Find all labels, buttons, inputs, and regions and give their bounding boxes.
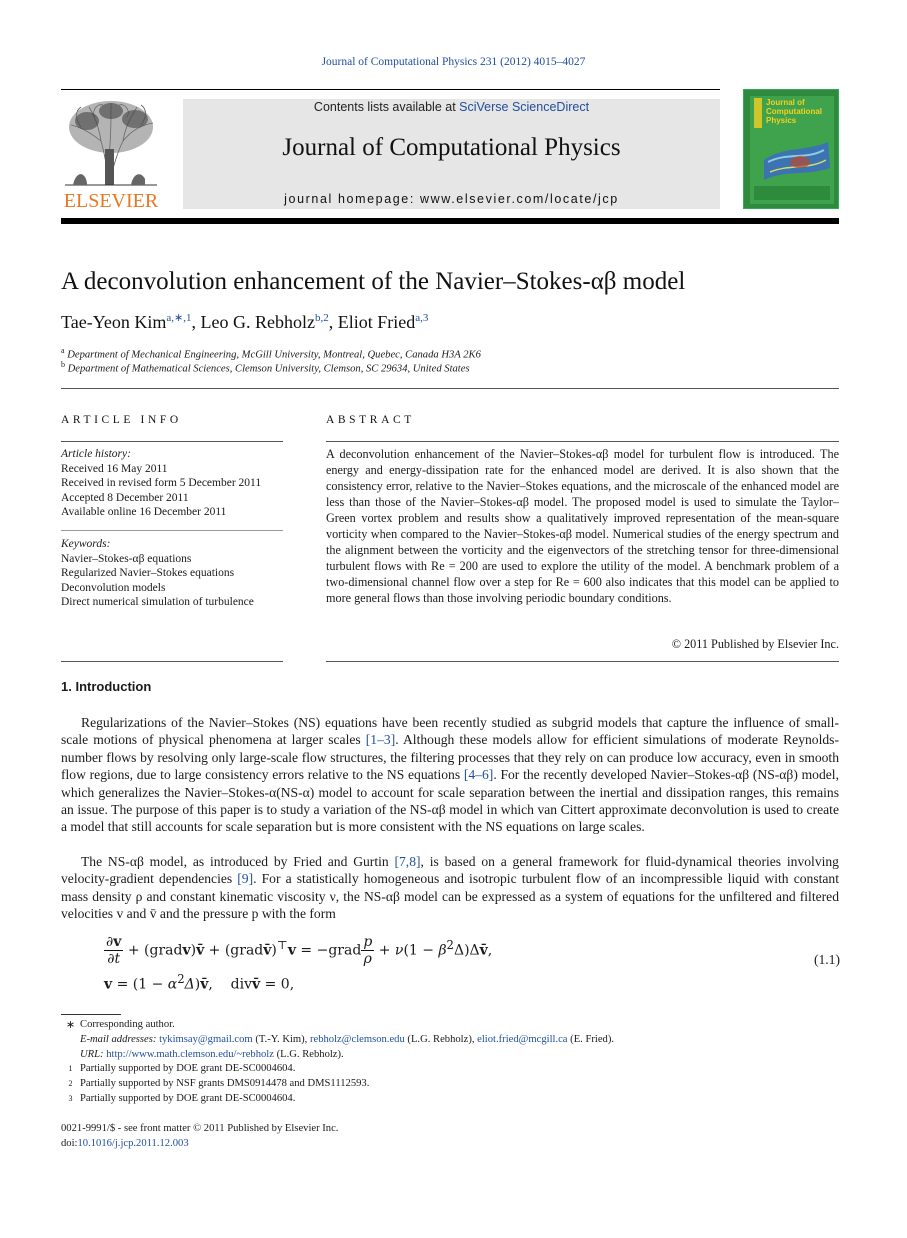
cover-title: Journal of Computational Physics: [766, 98, 822, 125]
equation-1-1: [100, 930, 840, 993]
history-item: Received in revised form 5 December 2011: [61, 477, 262, 489]
footnote-url: [61, 1048, 839, 1063]
email-link[interactable]: tykimsay@gmail.com: [159, 1033, 253, 1045]
email-owner: (E. Fried).: [570, 1033, 615, 1045]
masthead-top-rule: [61, 89, 720, 90]
footnote-item: [61, 1077, 839, 1092]
history-item: Available online 16 December 2011: [61, 506, 227, 518]
body-paragraph: [61, 714, 839, 836]
elsevier-tree-icon: [61, 97, 161, 210]
front-matter: [61, 1122, 338, 1152]
section-divider: [61, 441, 283, 442]
keyword-item: Direct numerical simulation of turbulence: [61, 596, 254, 608]
abstract-text: A deconvolution enhancement of the Navier–Stokes-αβ model for turbulent flow is introduced. The energy and energy-dissipation rate for the enhanced model are derived. It is also shown that the consistency error, relative to the Navier–Stokes equations, and the microscale of the enhanced model are less than those of the Navier–Stokes-αβ model. The proposed model is used to simulate the Taylor–Green vortex problem and results show a qualitatively improved representation of the mean-square vorticity when compared to the Navier–Stokes-αβ model. Numerical studies of the energy spectrum and the alignment between the vorticity and the eigenvectors of the stretching tensor for three-dimensional turbulent flows with Re = 200 are used to explore the utility of the model. A benchmark problem of a two-dimensional channel flow over a step for Re = 600 also indicates that this model can be applied to more general flows than those involving periodic boundary conditions.: [326, 447, 839, 605]
footnote-text: Corresponding author.: [80, 1019, 175, 1030]
article-history: [61, 447, 291, 520]
citation-link[interactable]: [1–3]: [365, 732, 396, 748]
equation-line: $v = (1 - \alpha^2\Delta)v̄$, divv̄ = 0,: [104, 972, 295, 993]
citation-link[interactable]: [4–6]: [463, 767, 494, 783]
footnote-rule: [61, 1014, 121, 1015]
keywords: [61, 537, 291, 610]
elsevier-wordmark: ELSEVIER: [63, 190, 159, 210]
history-label: Article history:: [61, 448, 131, 460]
footnote-mark: 3: [68, 1093, 73, 1103]
doi-link[interactable]: 10.1016/j.jcp.2011.12.003: [77, 1137, 189, 1149]
email-owner: (L.G. Rebholz),: [407, 1033, 475, 1045]
author-name: Leo G. Rebholz: [200, 312, 315, 332]
cover-art-icon: [744, 90, 839, 209]
email-owner: (T.-Y. Kim),: [255, 1033, 308, 1045]
elsevier-logo[interactable]: [61, 97, 161, 210]
paragraph-text: . Although these models allow for efficient simulations of moderate Reynolds-number flows by resolving only large-scale flow structures, the filtering processes that they rely on can produce low accuracy, even in smooth flow regions, due to large consistency errors relative to the NS equations: [61, 732, 839, 783]
time-derivative-fraction: $\frac{\partial v}{\partial t}$: [106, 934, 122, 967]
section-divider: [61, 661, 283, 662]
email-label: E-mail addresses:: [80, 1033, 157, 1045]
author-list: Tae-Yeon Kim$^{a,∗,1}$, Leo G. Rebholz$^{b,2}$, Eliot Fried$^{a,3}$: [61, 312, 429, 332]
url-owner: (L.G. Rebholz).: [276, 1048, 344, 1060]
affiliation: [61, 360, 470, 375]
homepage-link[interactable]: www.elsevier.com/locate/jcp: [420, 192, 619, 206]
journal-reference[interactable]: Journal of Computational Physics 231 (2012) 4015–4027: [321, 56, 586, 68]
footnote-text: Partially supported by NSF grants DMS0914478 and DMS1112593.: [80, 1078, 370, 1090]
paragraph-text: The NS-αβ model, as introduced by Fried and Gurtin: [81, 854, 395, 869]
homepage-url-link[interactable]: http://www.math.clemson.edu/~rebholz: [106, 1048, 274, 1060]
journal-cover-image[interactable]: [743, 89, 839, 209]
article-info-heading: ARTICLE INFO: [61, 414, 182, 426]
footnote-item: [61, 1062, 839, 1077]
paragraph-text: Regularizations of the Navier–Stokes (NS) equations have been recently studied as subgrid models that capture the influence of small-scale motions of physical phenomena at larger scales: [61, 715, 839, 748]
keyword-item: Navier–Stokes-αβ equations: [61, 552, 192, 565]
section-divider: [326, 441, 839, 442]
pressure-fraction: $\frac{p}{\rho}$: [363, 934, 373, 967]
email-link[interactable]: eliot.fried@mcgill.ca: [477, 1033, 568, 1045]
sciencedirect-link[interactable]: SciVerse ScienceDirect: [459, 100, 590, 114]
footnote-text: Partially supported by DOE grant DE-SC0004604.: [80, 1092, 296, 1104]
keyword-item: Regularized Navier–Stokes equations: [61, 567, 235, 579]
citation-link[interactable]: [7,8]: [394, 854, 421, 869]
keywords-label: Keywords:: [61, 538, 111, 550]
issn-line: 0021-9991/$ - see front matter © 2011 Published by Elsevier Inc.: [61, 1123, 339, 1134]
footnotes: [61, 1018, 839, 1107]
homepage-prefix: journal homepage:: [284, 192, 420, 206]
footnote-mark: ∗: [65, 1019, 76, 1031]
footnote-item: [61, 1092, 839, 1107]
author-affiliation-mark[interactable]: a,∗,1: [166, 312, 192, 324]
citation-link[interactable]: [9]: [237, 871, 254, 887]
footnote-text: Partially supported by DOE grant DE-SC0004604.: [80, 1063, 296, 1075]
section-divider: [61, 388, 839, 389]
paragraph-text: . For a statistically homogeneous and isotropic turbulent flow of an incompressible liquid with constant mass density ρ and constant kinematic viscosity ν, the NS-αβ model can be expressed as a system of equations for the unfiltered and filtered velocities v and v̄ and the pressure p with the form: [61, 871, 840, 922]
affiliation: [61, 346, 481, 361]
journal-title: Journal of Computational Physics: [282, 134, 621, 161]
doi-line: [61, 1137, 338, 1152]
section-divider: [61, 530, 283, 531]
contents-prefix: Contents lists available at: [313, 100, 460, 114]
equation-line: $\frac{\partial v}{\partial t}$ + (gradv)v̄ + (gradv̄)⊤v = −grad $\frac{p}{\rho}$ + $\nu(1 - \beta^2\Delta)\Delta v̄$,: [106, 934, 493, 967]
abstract-copyright: © 2011 Published by Elsevier Inc.: [671, 637, 839, 651]
keyword-item: Deconvolution models: [61, 581, 166, 594]
history-item: Accepted 8 December 2011: [61, 491, 189, 504]
body-paragraph: [61, 853, 839, 923]
abstract-heading: ABSTRACT: [326, 414, 415, 426]
paragraph-text: , is based on a general framework for fluid-dynamical theories involving velocity-gradient dependencies: [61, 854, 839, 887]
author-affiliation-mark[interactable]: a,3: [415, 312, 429, 324]
contents-available-line: [183, 100, 720, 114]
history-item: Received 16 May 2011: [61, 462, 168, 475]
equation-number: (1.1): [813, 952, 840, 967]
affiliation-text: Department of Mechanical Engineering, McGill University, Montreal, Quebec, Canada H3A 2K6: [67, 349, 481, 361]
url-label: URL:: [80, 1048, 104, 1060]
article-title: A deconvolution enhancement of the Navier–Stokes-αβ model: [61, 268, 686, 295]
section-divider: [326, 661, 839, 662]
author-affiliation-mark[interactable]: b,2: [314, 312, 329, 324]
footnote-emails: [61, 1033, 839, 1048]
author-name: Eliot Fried: [337, 312, 416, 332]
email-link[interactable]: rebholz@clemson.edu: [309, 1033, 405, 1045]
footnote-corresponding: [61, 1018, 839, 1033]
paragraph-text: . For the recently developed Navier–Stokes-αβ (NS-αβ) model, which generalizes the Navier–Stokes-α(NS-α) model to account for scale separation between the inertial and dissipation ranges, this remains an issue. The purpose of this paper is to study a variation of the NS-αβ model in which van Cittert approximate deconvolution is used to create a model that still accounts for scale separation but is more consistent with the NS equations on large scales.: [61, 767, 839, 835]
masthead-thick-rule: [61, 218, 839, 224]
doi-label: doi:: [61, 1137, 78, 1149]
section-heading: 1. Introduction: [61, 679, 152, 694]
footnote-mark: 2: [68, 1079, 73, 1089]
footnote-mark: 1: [68, 1064, 73, 1074]
affiliation-mark: b: [61, 360, 65, 369]
affiliation-mark: a: [61, 346, 65, 355]
journal-homepage-line: [183, 192, 720, 206]
affiliation-text: Department of Mathematical Sciences, Clemson University, Clemson, SC 29634, United States: [67, 363, 470, 375]
author-name: Tae-Yeon Kim: [61, 312, 167, 332]
